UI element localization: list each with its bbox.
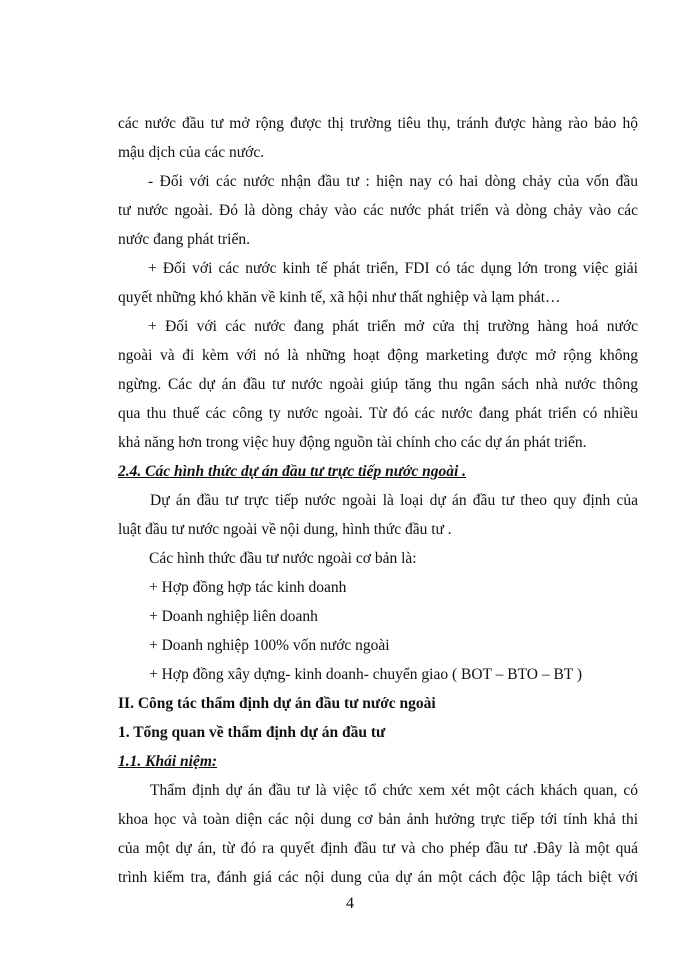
paragraph-line: các nước đầu tư mở rộng được thị trường tiêu thụ, tránh được hàng rào bảo hộ [118, 115, 638, 132]
paragraph-line: khả năng hơn trong việc huy động nguồn tài chính cho các dự án phát triển. [118, 434, 587, 451]
section-heading: 1. Tổng quan về thẩm định dự án đầu tư [118, 724, 386, 741]
paragraph-line: tư nước ngoài. Đó là dòng chảy vào các nước phát triển và dòng chảy vào các [118, 202, 638, 219]
chapter-heading: II. Công tác thẩm định dự án đầu tư nước ngoài [118, 695, 436, 712]
subsection-heading: 1.1. Khái niệm: [118, 753, 218, 770]
paragraph-line: trình kiểm tra, đánh giá các nội dung của dự án một cách độc lập tách biệt với [118, 869, 638, 886]
paragraph-line: ngừng. Các dự án đầu tư nước ngoài giúp tăng thu ngân sách nhà nước thông [118, 376, 638, 393]
list-item: + Hợp đồng xây dựng- kinh doanh- chuyển giao ( BOT – BTO – BT ) [149, 666, 583, 683]
page-number: 4 [346, 895, 354, 912]
paragraph-line: + Đối với các nước đang phát triển mở cửa thị trường hàng hoá nước [148, 318, 638, 335]
paragraph-line: của một dự án, từ đó ra quyết định đầu tư và cho phép đầu tư .Đây là một quá [118, 840, 638, 857]
paragraph-line: khoa học và toàn diện các nội dung cơ bản ảnh hưởng trực tiếp tới tính khả thi [118, 811, 638, 828]
paragraph-line: ngoài và đi kèm với nó là những hoạt động marketing được mở rộng không [118, 347, 638, 364]
paragraph-line: quyết những khó khăn về kinh tế, xã hội như thất nghiệp và lạm phát… [118, 289, 561, 306]
section-heading: 2.4. Các hình thức dự án đầu tư trực tiếp nước ngoài . [118, 463, 467, 480]
list-item: + Doanh nghiệp 100% vốn nước ngoài [149, 637, 390, 654]
paragraph-line: nước đang phát triển. [118, 231, 250, 248]
paragraph-line: mậu dịch của các nước. [118, 144, 265, 161]
list-item: + Doanh nghiệp liên doanh [149, 608, 318, 625]
paragraph-line: + Đối với các nước kinh tế phát triển, FDI có tác dụng lớn trong việc giải [148, 260, 638, 277]
paragraph-line: luật đầu tư nước ngoài về nội dung, hình thức đầu tư . [118, 521, 452, 538]
paragraph-line: - Đối với các nước nhận đầu tư : hiện nay có hai dòng chảy của vốn đầu [148, 173, 638, 190]
paragraph-line: qua thu thuế các công ty nước ngoài. Từ đó các nước đang phát triển có nhiều [118, 405, 638, 422]
paragraph-line: Dự án đầu tư trực tiếp nước ngoài là loại dự án đầu tư theo quy định của [150, 492, 638, 509]
list-item: + Hợp đồng hợp tác kinh doanh [149, 579, 347, 596]
paragraph-line: Các hình thức đầu tư nước ngoài cơ bản là: [149, 550, 417, 567]
paragraph-line: Thẩm định dự án đầu tư là việc tổ chức xem xét một cách khách quan, có [150, 782, 638, 799]
